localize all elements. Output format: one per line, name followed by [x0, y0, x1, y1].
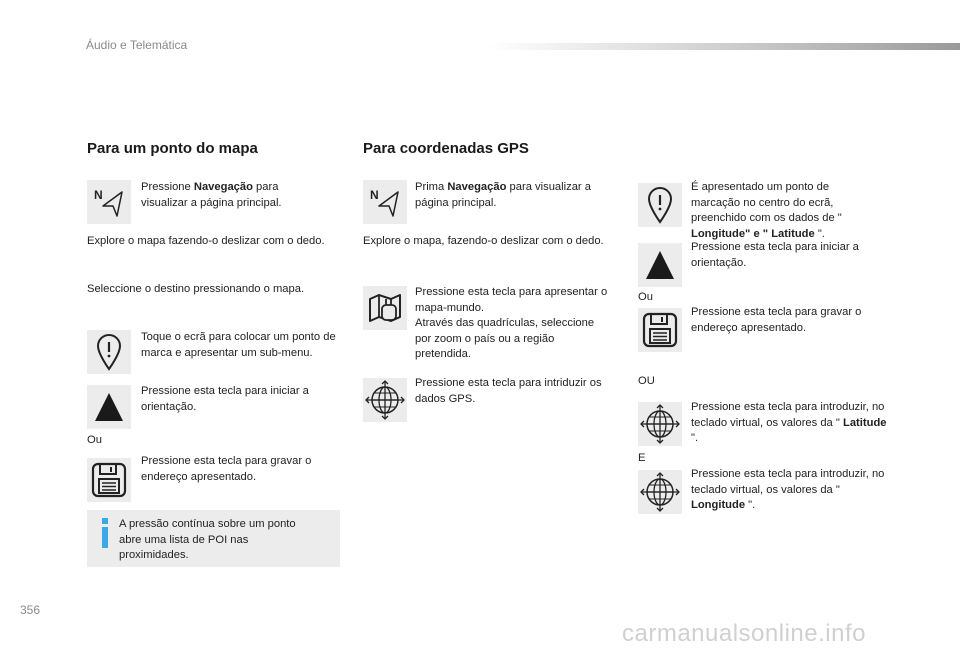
right-latitude-text: Pressione esta tecla para introduzir, no teclado virtual, os valores da " Latitude ". [691, 401, 887, 444]
start-guidance-icon-gps [638, 243, 682, 287]
longitude-globe-icon [638, 470, 682, 514]
left-explore-text: Explore o mapa fazendo-o deslizar com o dedo. [87, 235, 325, 247]
middle-world-text: Pressione esta tecla para apresentar o mapa-mundo. Através das quadrículas, seleccione por zoom o país ou a região pretendida. [415, 286, 608, 360]
right-save-text: Pressione esta tecla para gravar o endereço apresentado. [691, 306, 862, 334]
left-ou-text: Ou [87, 434, 102, 446]
heading-map-point: Para um ponto do mapa [87, 140, 258, 157]
info-note-text: A pressão contínua sobre um ponto abre uma lista de POI nas proximidades. [119, 518, 296, 561]
header-bar [488, 43, 960, 50]
right-ou-text: Ou [638, 291, 653, 303]
right-e-text: E [638, 452, 646, 464]
svg-text:N: N [94, 188, 103, 202]
map-marker-icon [87, 330, 131, 374]
right-start-text: Pressione esta tecla para iniciar a orientação. [691, 241, 859, 269]
left-select-text: Seleccione o destino pressionando o mapa. [87, 283, 305, 295]
save-icon [87, 458, 131, 502]
info-icon [100, 517, 110, 549]
navigation-icon-gps [363, 180, 407, 224]
heading-gps-coordinates: Para coordenadas GPS [363, 140, 529, 157]
middle-gps-text: Pressione esta tecla para intriduzir os dados GPS. [415, 377, 602, 405]
start-guidance-icon [87, 385, 131, 429]
middle-explore-text: Explore o mapa, fazendo-o deslizar com o dedo. [363, 235, 604, 247]
map-marker-icon-gps [638, 183, 682, 227]
left-save-text: Pressione esta tecla para gravar o endereço apresentado. [141, 455, 312, 483]
left-marker-text: Toque o ecrã para colocar um ponto de marca e apresentar um sub-menu. [141, 331, 336, 359]
right-ou-caps-text: OU [638, 375, 655, 387]
right-longitude-text: Pressione esta tecla para introduzir, no teclado virtual, os valores da " Longitude ". [691, 468, 885, 511]
right-marker-text: É apresentado um ponto de marcação no centro do ecrã, preenchido com os dados de " Longitude" e " Latitude ". [691, 181, 842, 240]
middle-nav-text: Prima Navegação para visualizar a página principal. [415, 181, 591, 209]
svg-text:N: N [370, 188, 379, 202]
navigation-icon [87, 180, 131, 224]
watermark: carmanualsonline.info [622, 620, 866, 647]
save-icon-gps [638, 308, 682, 352]
world-map-icon [363, 286, 407, 330]
page-number: 356 [20, 603, 41, 617]
gps-globe-icon [363, 378, 407, 422]
left-nav-text: Pressione Navegação para visualizar a página principal. [141, 181, 282, 209]
left-start-text: Pressione esta tecla para iniciar a orientação. [141, 385, 309, 413]
section-header: Áudio e Telemática [86, 38, 188, 52]
latitude-globe-icon [638, 402, 682, 446]
